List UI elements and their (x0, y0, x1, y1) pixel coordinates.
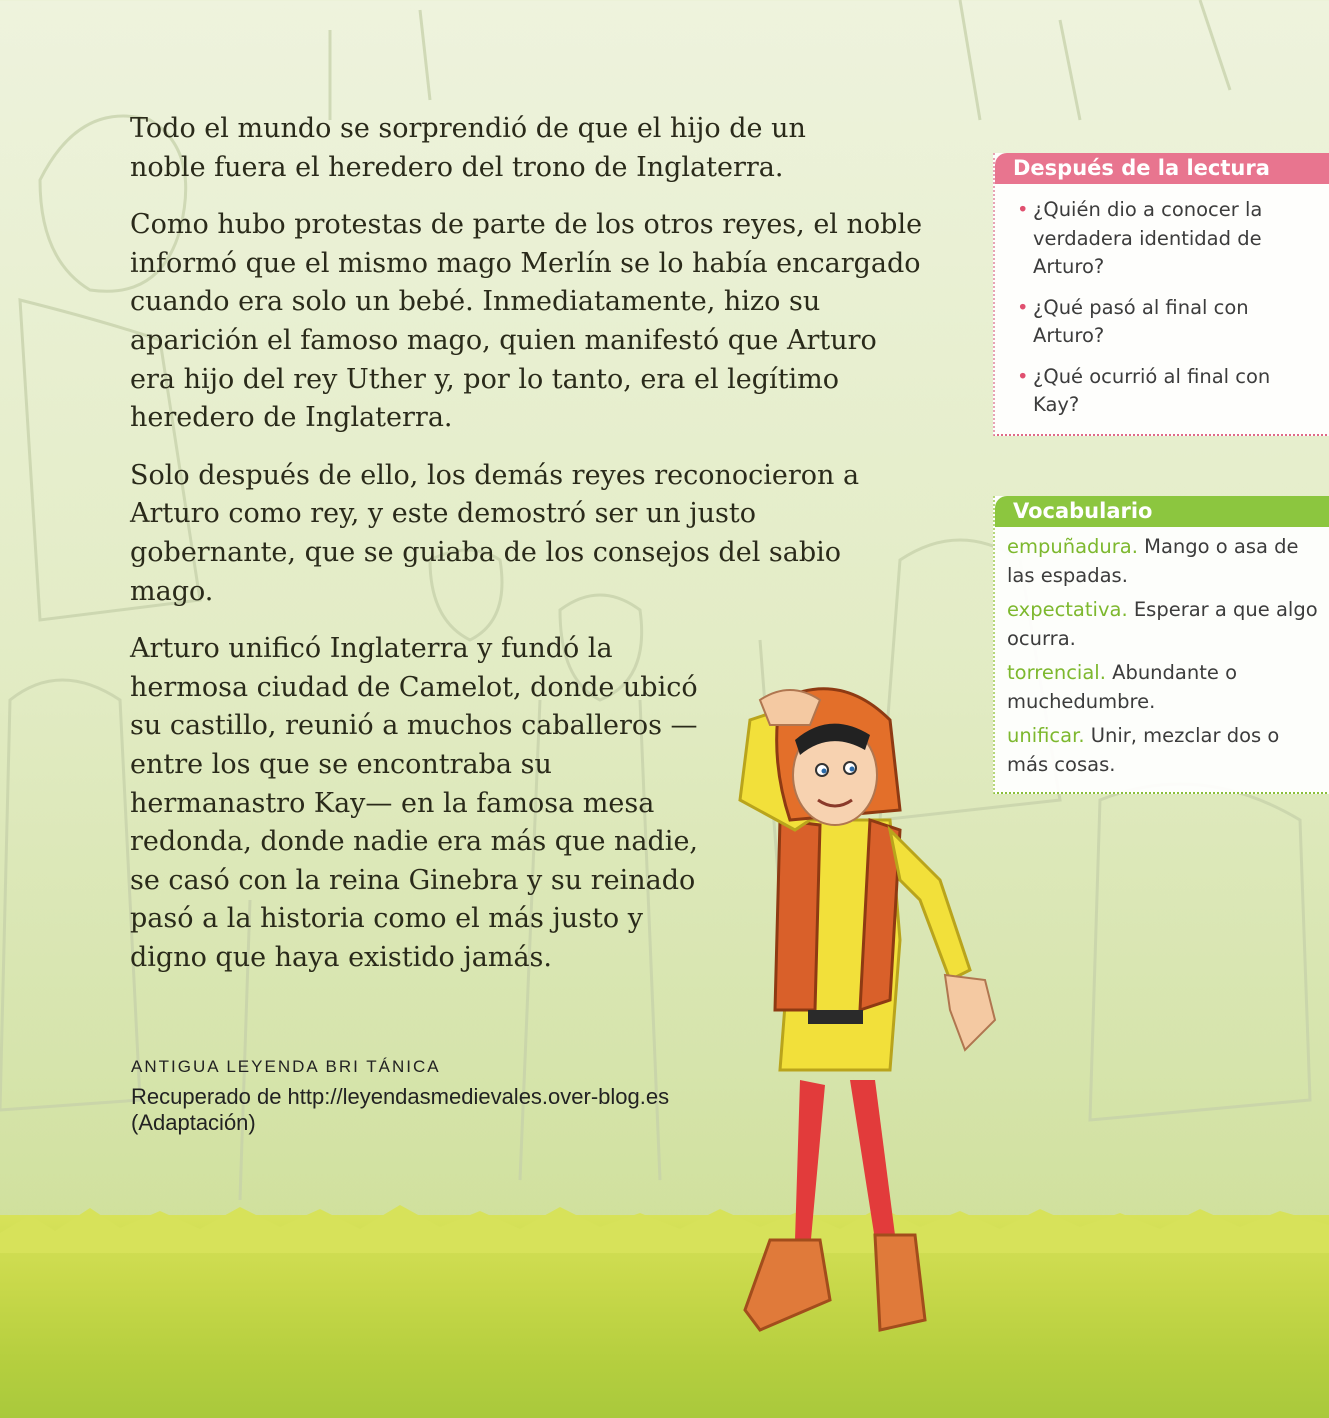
source-author: ANTIGUA LEYENDA BRI TÁNICA (131, 1057, 441, 1076)
vocabulary-term: empuñadura. (1007, 535, 1138, 558)
source-note: (Adaptación) (131, 1110, 256, 1135)
arturo-character-illustration (700, 680, 1020, 1400)
bullet-icon: • (1017, 198, 1029, 221)
source-citation (131, 1054, 731, 1136)
question-item: • ¿Quién dio a conocer la verdadera identidad de Arturo? (1017, 198, 1263, 278)
bullet-icon: • (1017, 364, 1029, 388)
source-url: Recuperado de http://leyendasmedievales.over-blog.es (131, 1084, 670, 1109)
story-paragraph: Arturo unificó Inglaterra y fundó la hermosa ciudad de Camelot, donde ubicó su castillo, reunió a muchos caballeros —entre los que se encontraba su hermanastro Kay— en la famosa mesa redonda, donde nadie era más que nadie, se casó con la reina Ginebra y su reinado pasó a la historia como el más justo y digno que haya existido jamás. (130, 633, 699, 973)
vocabulary-definition: Mango o asa de las espadas. (1007, 535, 1299, 587)
story-paragraph: Todo el mundo se sorprendió de que el hijo de un noble fuera el heredero del trono de Inglaterra. (130, 113, 806, 183)
vocabulary-term: expectativa. (1007, 598, 1128, 621)
vocabulary-title: Vocabulario (995, 496, 1329, 527)
vocabulary-box (993, 496, 1329, 794)
vocabulary-entry (995, 659, 1329, 716)
after-reading-box (993, 153, 1329, 436)
vocabulary-definition: Esperar a que algo ocurra. (1007, 598, 1318, 650)
vocabulary-definition: Abundante o muchedumbre. (1007, 661, 1238, 713)
vocabulary-entry (995, 722, 1329, 779)
vocabulary-entry (995, 596, 1329, 653)
after-reading-title: Después de la lectura (995, 153, 1329, 184)
grass-ground (0, 1215, 1329, 1418)
question-item: • ¿Qué ocurrió al final con Kay? (1017, 364, 1271, 416)
story-paragraph: Solo después de ello, los demás reyes reconocieron a Arturo como rey, y este demostró ser un justo gobernante, que se guiaba de los consejos del sabio mago. (130, 459, 860, 607)
bullet-icon: • (1017, 295, 1029, 319)
question-item: • ¿Qué pasó al final con Arturo? (1017, 295, 1249, 347)
vocabulary-term: unificar. (1007, 724, 1085, 747)
vocabulary-entry (995, 533, 1329, 590)
vocabulary-term: torrencial. (1007, 661, 1106, 684)
story-paragraph: Como hubo protestas de parte de los otros reyes, el noble informó que el mismo mago Merlín se lo había encargado cuando era solo un bebé. Inmediatamente, hizo su aparición el famoso mago, quien manifestó que Arturo era hijo del rey Uther y, por lo tanto, era el legítimo heredero de Inglaterra. (130, 209, 923, 434)
vocabulary-definition: Unir, mezclar dos o más cosas. (1007, 724, 1280, 776)
